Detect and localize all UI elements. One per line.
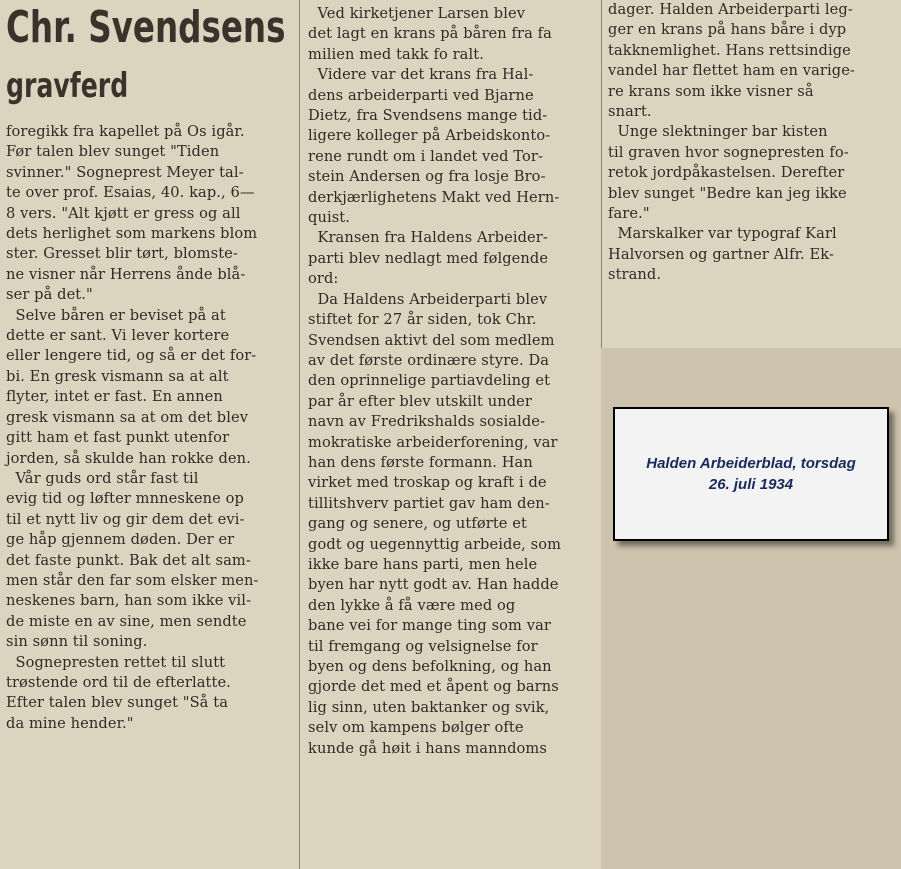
headline-subject: gravferd (6, 66, 129, 106)
headline-name: Chr. Svendsens (6, 2, 286, 53)
article-text-column-1: foregikk fra kapellet på Os igår. Før talen blev sunget "Tiden svinner." Sogneprest Meyer tal- te over prof. Esaias, 40. kap., 6— 8 vers. "Alt kjøtt er gress og all dets herlighet som markens blom ster. Gresset blir tørt, blomste- ne visner når Herrens ånde blå- ser på det." Selve båren er beviset på at dette er sant. Vi lever kortere eller lengere tid, og så er det for- bi. En gresk vismann sa at alt flyter, intet er fast. En annen gresk vismann sa at om det blev gitt ham et fast punkt utenfor jorden, så skulde han rokke den. Vår guds ord står fast til evig tid og løfter mnneskene op til et nytt liv og gir dem det evi- ge håp gjennem døden. Der er det faste punkt. Bak det alt sam- men står den far som elsker men- neskenes barn, han som ikke vil- de miste en av sine, men sendte sin sønn til soning. Sognepresten rettet til slutt trøstende ord til de efterlatte. Efter talen blev sunget "Så ta da mine hender." (6, 123, 259, 732)
article-column-2 (300, 0, 601, 869)
article-text-column-3: dager. Halden Arbeiderparti leg- ger en krans på hans båre i dyp takknemlighet. Hans rettsindige vandel har flettet ham en varige- re krans som ikke visner så snart. Unge slektninger bar kisten til graven hvor sognepresten fo- retok jordpåkastelsen. Derefter blev sunget "Bedre kan jeg ikke fare." Marskalker var typograf Karl Halvorsen og gartner Alfr. Ek- strand. (608, 1, 855, 284)
article-text-column-2: Ved kirketjener Larsen blev det lagt en krans på båren fra fa milien med takk fo ralt. Videre var det krans fra Hal- dens arbeiderparti ved Bjarne Dietz, fra Svendsens mange tid- ligere kolleger på Arbeidskonto- rene rundt om i landet ved Tor- stein Andersen og fra losje Bro- derkjærlighetens Makt ved Hern- quist. Kransen fra Haldens Arbeider- parti blev nedlagt med følgende ord: Da Haldens Arbeiderparti blev stiftet for 27 år siden, tok Chr. Svendsen aktivt del som medlem av det første ordinære styre. Da den oprinnelige partiavdeling et par år efter blev utskilt under navn av Fredrikshalds sosialde- mokratiske arbeiderforening, var han dens første formann. Han virket med troskap og kraft i de tillitshverv partiet gav ham den- gang og senere, og utførte et godt og uegennyttig arbeide, som ikke bare hans parti, men hele byen har nytt godt av. Han hadde den lykke å få være med og bane vei for mange ting som var til fremgang og velsignelse for byen og dens befolkning, og han gjorde det med et åpent og barns lig sinn, uten baktanker og svik, selv om kampens bølger ofte kunde gå høit i hans manndoms (308, 5, 562, 757)
caption-date: 26. juli 1934 (708, 476, 794, 493)
article-column-3 (602, 0, 901, 348)
caption-newspaper: Halden Arbeiderblad, torsdag (646, 455, 856, 472)
article-column-1 (0, 0, 299, 869)
source-caption (613, 407, 889, 541)
